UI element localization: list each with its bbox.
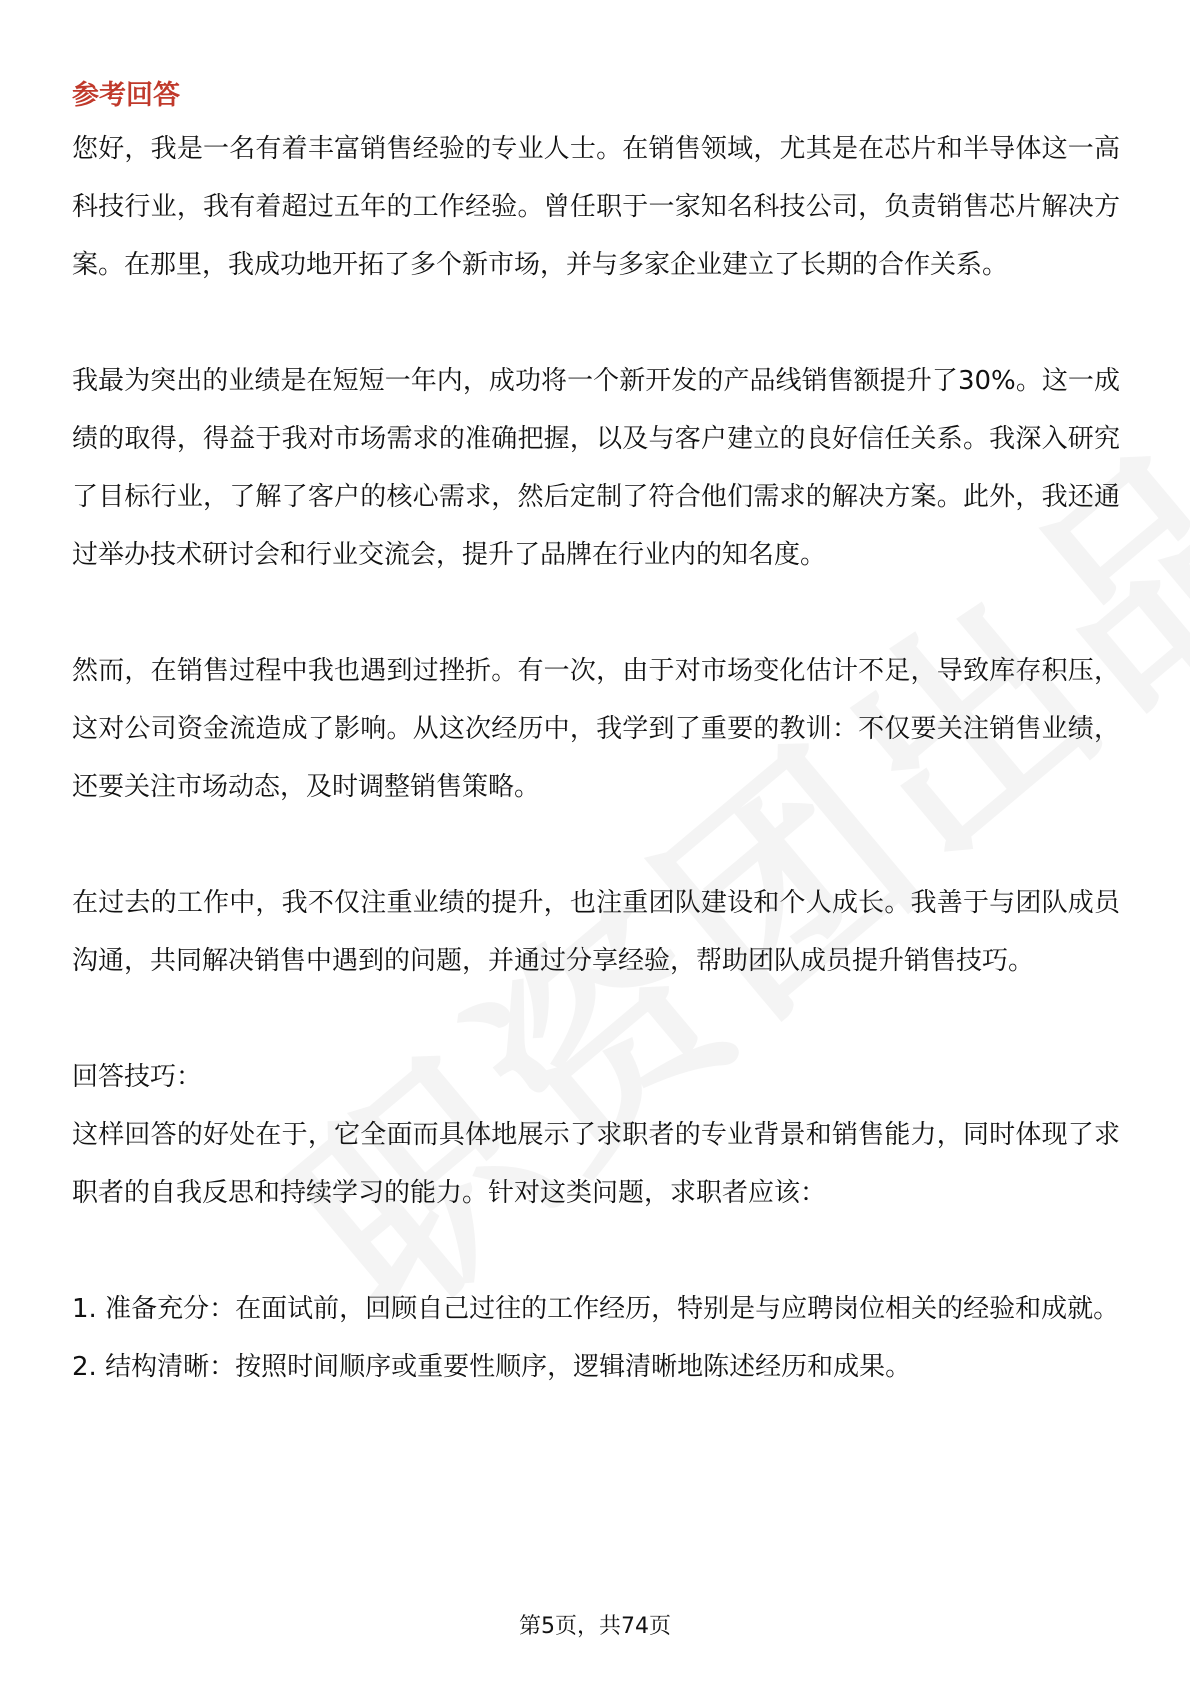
section-title: 参考回答 <box>72 80 180 111</box>
paragraph-spacer <box>72 1222 1120 1280</box>
tip-item-1: 1. 准备充分：在面试前，回顾自己过往的工作经历，特别是与应聘岗位相关的经验和成就。 <box>72 1294 1120 1324</box>
answer-paragraph-4: 在过去的工作中，我不仅注重业绩的提升，也注重团队建设和个人成长。我善于与团队成员沟通，共同解决销售中遇到的问题，并通过分享经验，帮助团队成员提升销售技巧。 <box>72 888 1120 976</box>
tip-item-2: 2. 结构清晰：按照时间顺序或重要性顺序，逻辑清晰地陈述经历和成果。 <box>72 1352 912 1382</box>
page-number: 第5页，共74页 <box>519 1614 671 1639</box>
tips-intro: 这样回答的好处在于，它全面而具体地展示了求职者的专业背景和销售能力，同时体现了求职者的自我反思和持续学习的能力。针对这类问题，求职者应该： <box>72 1120 1120 1208</box>
answer-paragraph-1: 您好，我是一名有着丰富销售经验的专业人士。在销售领域，尤其是在芯片和半导体这一高科技行业，我有着超过五年的工作经验。曾任职于一家知名科技公司，负责销售芯片解决方案。在那里，我成功地开拓了多个新市场，并与多家企业建立了长期的合作关系。 <box>72 134 1120 280</box>
paragraph-spacer <box>72 294 1120 352</box>
answer-paragraph-2: 我最为突出的业绩是在短短一年内，成功将一个新开发的产品线销售额提升了30%。这一成绩的取得，得益于我对市场需求的准确把握，以及与客户建立的良好信任关系。我深入研究了目标行业，了解了客户的核心需求，然后定制了符合他们需求的解决方案。此外，我还通过举办技术研讨会和行业交流会，提升了品牌在行业内的知名度。 <box>72 366 1120 570</box>
tips-heading: 回答技巧： <box>72 1062 203 1092</box>
paragraph-spacer <box>72 816 1120 874</box>
paragraph-spacer <box>72 584 1120 642</box>
paragraph-spacer <box>72 990 1120 1048</box>
answer-paragraph-3: 然而，在销售过程中我也遇到过挫折。有一次，由于对市场变化估计不足，导致库存积压，这对公司资金流造成了影响。从这次经历中，我学到了重要的教训：不仅要关注销售业绩，还要关注市场动态，及时调整销售策略。 <box>72 656 1120 802</box>
document-body <box>72 72 1120 1396</box>
